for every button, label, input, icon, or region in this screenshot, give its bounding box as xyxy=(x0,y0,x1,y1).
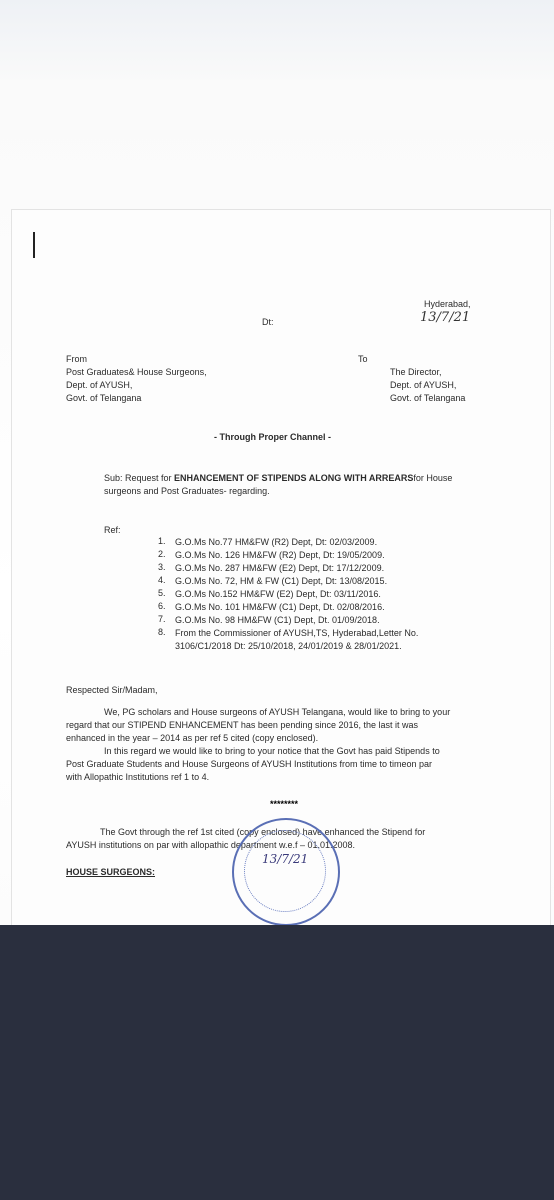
para1-line1: We, PG scholars and House surgeons of AYUSH Telangana, would like to bring to your xyxy=(104,707,451,717)
ref-text: G.O.Ms No. 72, HM & FW (C1) Dept, Dt: 13/08/2015. xyxy=(175,576,388,586)
ref-text: 3106/C1/2018 Dt: 25/10/2018, 24/01/2019 & 28/01/2021. xyxy=(175,641,402,651)
para2-line2: AYUSH institutions on par with allopathic department w.e.f – 01.01.2008. xyxy=(66,840,356,850)
place: Hyderabad, xyxy=(424,299,471,309)
para1-line5: Post Graduate Students and House Surgeons of AYUSH Institutions from time to timeon par xyxy=(66,759,433,769)
ref-text: G.O.Ms No. 98 HM&FW (C1) Dept, Dt. 01/09/2018. xyxy=(175,615,380,625)
handwritten-date: 13/7/21 xyxy=(420,310,471,325)
to-label: To xyxy=(358,354,368,364)
ref-number: 1. xyxy=(158,536,166,546)
ref-text: From the Commissioner of AYUSH,TS, Hyderabad,Letter No. xyxy=(175,628,419,638)
subject-line1 xyxy=(104,472,452,484)
to-line1: The Director, xyxy=(390,367,442,377)
from-line3: Govt. of Telangana xyxy=(66,393,142,403)
salutation: Respected Sir/Madam, xyxy=(66,685,158,695)
ref-number: 3. xyxy=(158,562,166,572)
ref-number: 5. xyxy=(158,588,166,598)
separator-stars: ******** xyxy=(270,799,299,809)
para1-line3: enhanced in the year – 2014 as per ref 5 cited (copy enclosed). xyxy=(66,733,319,743)
stamp-signature: 13/7/21 xyxy=(262,852,309,866)
official-stamp xyxy=(232,818,340,926)
ref-text: G.O.Ms No.152 HM&FW (E2) Dept, Dt: 03/11/2016. xyxy=(175,589,381,599)
ref-number: 8. xyxy=(158,627,166,637)
para1-line2: regard that our STIPEND ENHANCEMENT has been pending since 2016, the last it was xyxy=(66,720,419,730)
bottom-dark-area xyxy=(0,925,554,1200)
ref-text: G.O.Ms No. 287 HM&FW (E2) Dept, Dt: 17/12/2009. xyxy=(175,563,385,573)
ref-text: G.O.Ms No. 126 HM&FW (R2) Dept, Dt: 19/05/2009. xyxy=(175,550,385,560)
pen-mark xyxy=(33,232,35,258)
from-line1: Post Graduates& House Surgeons, xyxy=(66,367,207,377)
subject-line2: surgeons and Post Graduates- regarding. xyxy=(104,486,270,496)
ref-number: 7. xyxy=(158,614,166,624)
ref-label: Ref: xyxy=(104,525,121,535)
ref-number: 2. xyxy=(158,549,166,559)
ref-number: 6. xyxy=(158,601,166,611)
para1-line6: with Allopathic Institutions ref 1 to 4. xyxy=(66,772,210,782)
ref-text: G.O.Ms No.77 HM&FW (R2) Dept, Dt: 02/03/2009. xyxy=(175,537,378,547)
section-heading: HOUSE SURGEONS: xyxy=(66,867,156,877)
subject-rest: for House xyxy=(413,473,453,483)
channel: - Through Proper Channel - xyxy=(214,432,331,442)
subject-bold: ENHANCEMENT OF STIPENDS ALONG WITH ARREARS xyxy=(174,473,414,483)
date-label: Dt: xyxy=(262,317,274,327)
subject-prefix: Sub: Request for xyxy=(104,473,175,483)
to-line3: Govt. of Telangana xyxy=(390,393,466,403)
to-line2: Dept. of AYUSH, xyxy=(390,380,457,390)
ref-number: 4. xyxy=(158,575,166,585)
from-label: From xyxy=(66,354,87,364)
from-line2: Dept. of AYUSH, xyxy=(66,380,133,390)
para2-line1: The Govt through the ref 1st cited (copy enclosed) have enhanced the Stipend for xyxy=(100,827,426,837)
para1-line4: In this regard we would like to bring to your notice that the Govt has paid Stipends to xyxy=(104,746,440,756)
ref-text: G.O.Ms No. 101 HM&FW (C1) Dept, Dt. 02/08/2016. xyxy=(175,602,385,612)
